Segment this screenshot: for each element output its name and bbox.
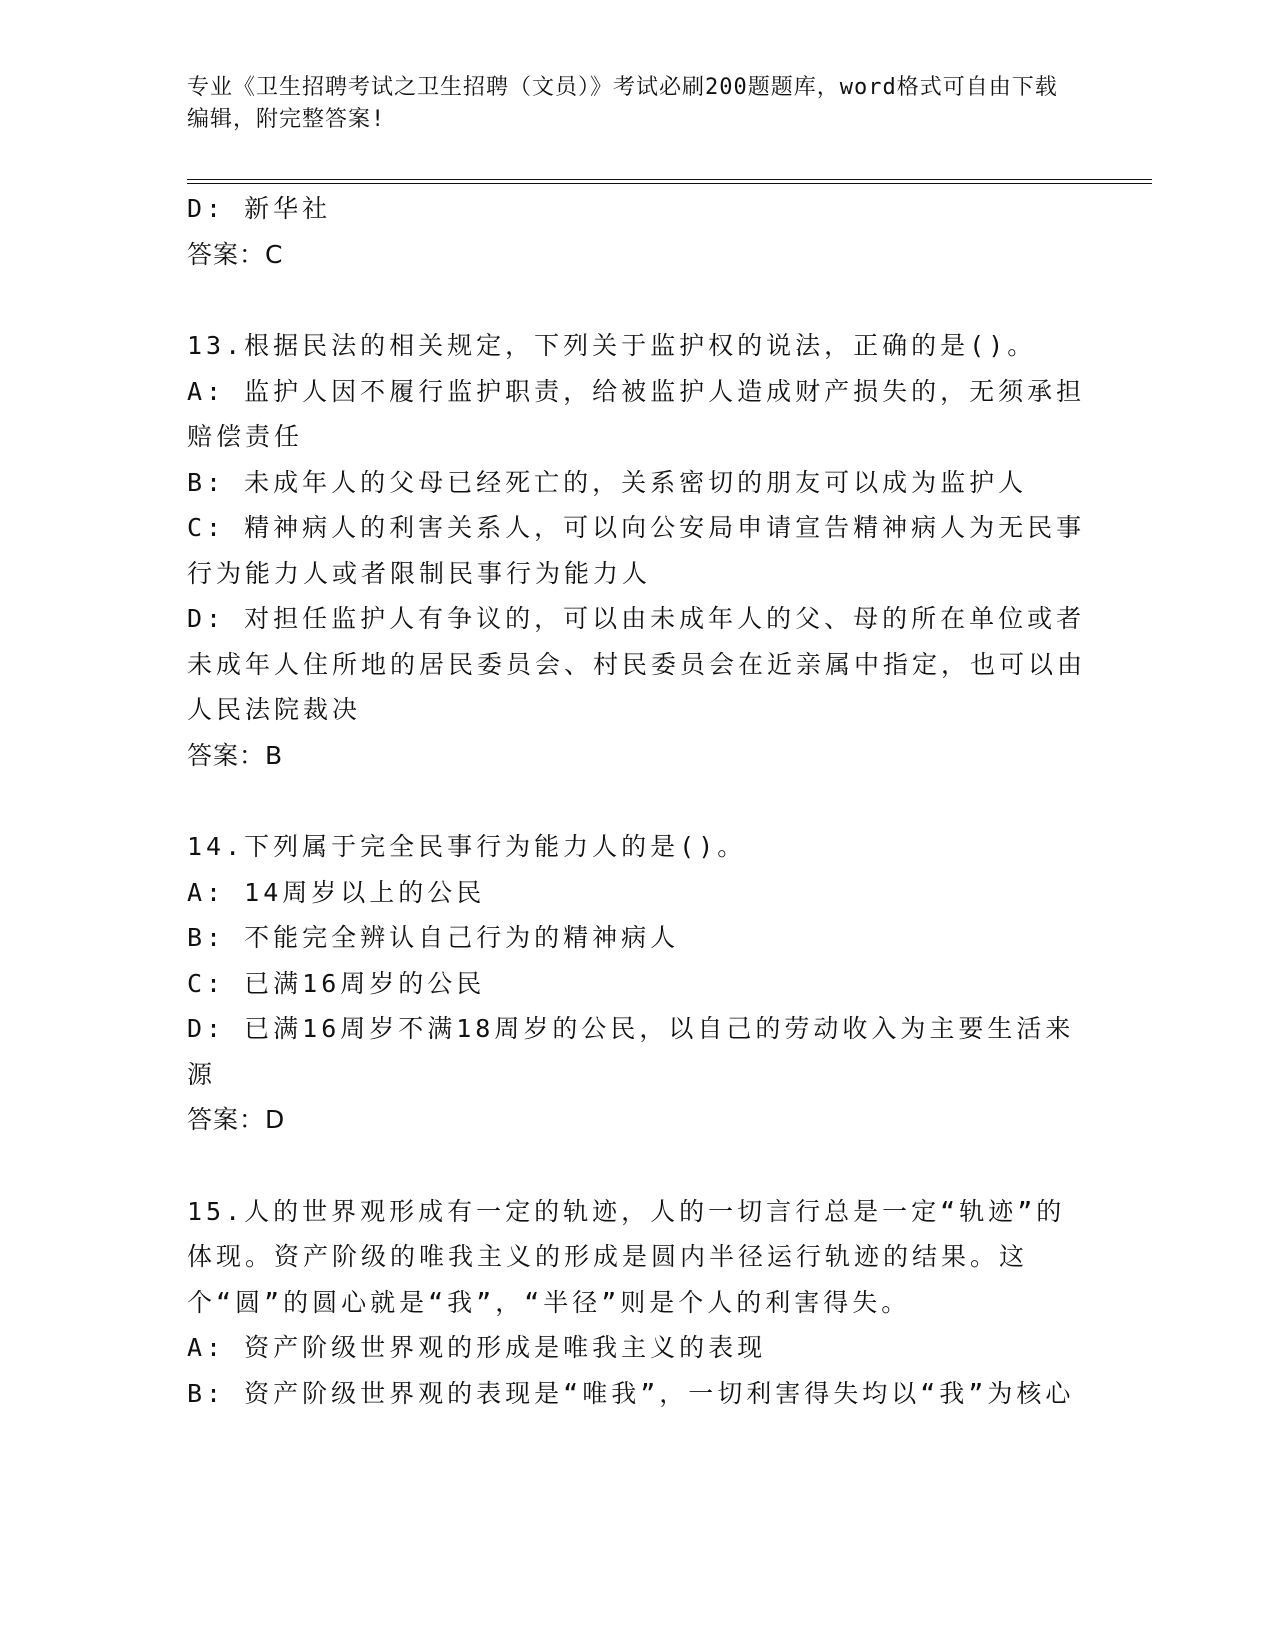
prev-option-d: D: 新华社 [187,194,332,223]
option-a: A: 资产阶级世界观的形成是唯我主义的表现 [187,1333,767,1362]
answer: 答案：B [187,740,284,770]
header-rule-bottom [187,183,1152,184]
page-header [187,72,1067,136]
document-body [187,186,1087,1416]
question-gap [187,277,1087,323]
option-a: A: 14周岁以上的公民 [187,877,486,907]
option-c: C: 精神病人的利害关系人，可以向公安局申请宣告精神病人为无民事行为能力人或者限制民事行为能力人 [187,513,1086,588]
question-stem: 14.下列属于完全民事行为能力人的是()。 [187,832,747,861]
option-d: D: 对担任监护人有争议的，可以由未成年人的父、母的所在单位或者未成年人住所地的居民委员会、村民委员会在近亲属中指定，也可以由人民法院裁决 [187,604,1087,724]
option-b: B: 不能完全辨认自己行为的精神病人 [187,923,680,952]
option-c: C: 已满16周岁的公民 [187,968,486,998]
question-14 [187,824,1087,1143]
header-rule-top [187,179,1152,180]
option-a: A: 监护人因不履行监护职责，给被监护人造成财产损失的，无须承担赔偿责任 [187,376,1086,451]
question-stem: 13.根据民法的相关规定，下列关于监护权的说法，正确的是()。 [187,331,1037,360]
answer: 答案：D [187,1105,286,1134]
question-gap [187,778,1087,824]
header-text: 专业《卫生招聘考试之卫生招聘（文员）》考试必刷200题题库，word格式可自由下载编辑，附完整答案! [187,75,1058,132]
option-d: D: 已满16周岁不满18周岁的公民，以自己的劳动收入为主要生活来源 [187,1014,1075,1089]
question-13 [187,323,1087,778]
prev-answer: 答案：C [187,239,284,269]
question-15 [187,1189,1087,1417]
question-gap [187,1143,1087,1189]
option-b: B: 未成年人的父母已经死亡的，关系密切的朋友可以成为监护人 [187,467,1028,497]
question-stem: 15.人的世界观形成有一定的轨迹，人的一切言行总是一定“轨迹”的体现。资产阶级的唯我主义的形成是圆内半径运行轨迹的结果。这个“圆”的圆心就是“我”，“半径”则是个人的利害得失。 [187,1196,1066,1317]
option-b: B: 资产阶级世界观的表现是“唯我”，一切利害得失均以“我”为核心 [187,1378,1075,1408]
